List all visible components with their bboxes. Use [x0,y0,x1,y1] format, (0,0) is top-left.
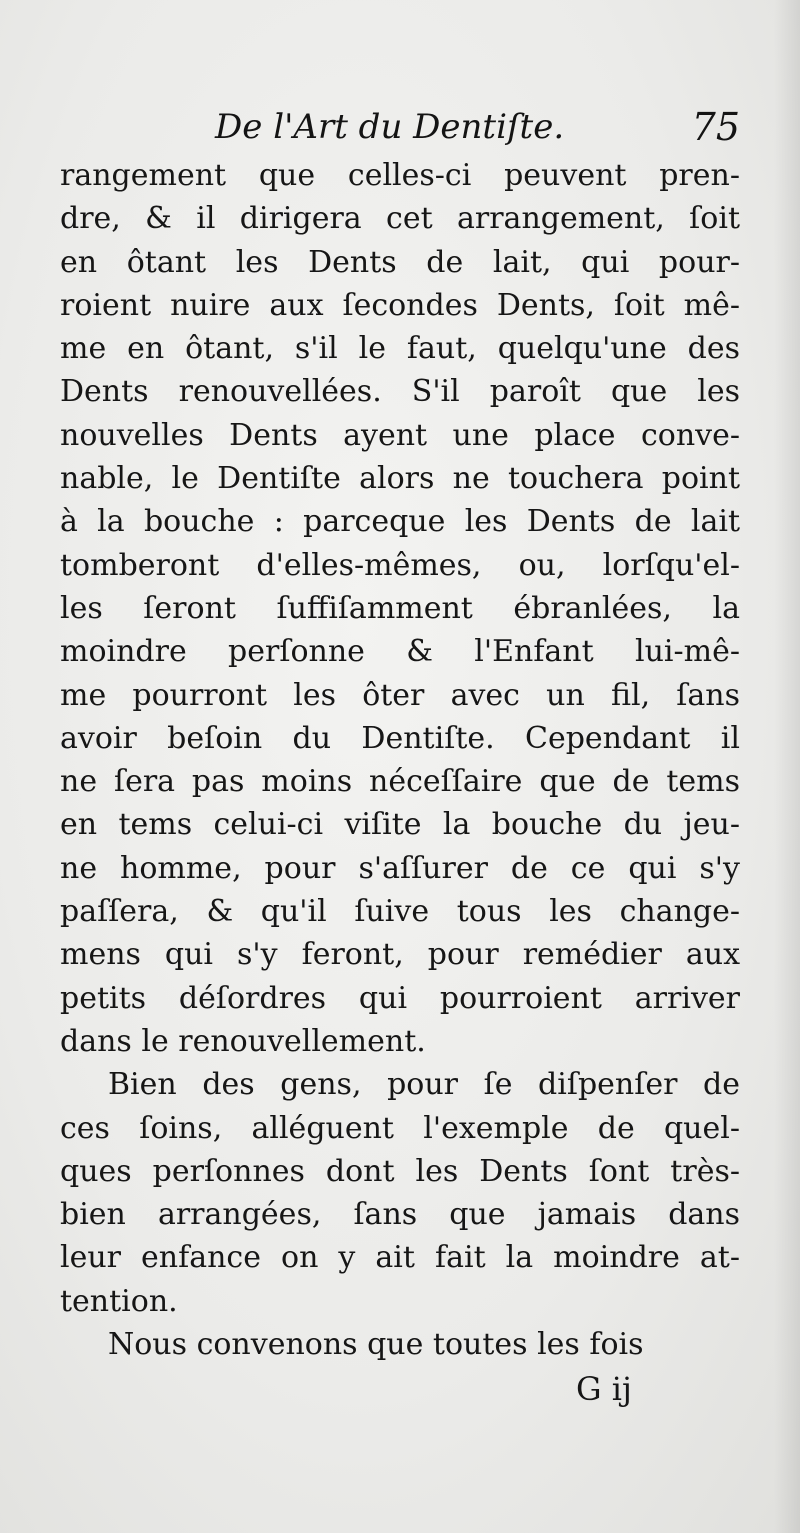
text-line: en ôtant les Dents de lait, qui pour- [60,244,740,280]
text-line: à la bouche : parceque les Dents de lait [60,504,740,540]
text-line: bien arrangées, ſans que jamais dans [60,1197,740,1233]
text-line: les ſeront ſuffiſamment ébranlées, la [60,590,740,626]
text-line: tention. [60,1283,178,1319]
page-number: 75 [691,105,740,149]
page-header [60,100,740,154]
text-line: dans le renouvellement. [60,1023,426,1059]
body-text [60,154,740,1366]
paragraph [60,1063,740,1323]
text-line: Nous convenons que toutes les fois [108,1327,644,1363]
running-title: De l'Art du Dentiſte. [215,107,565,147]
text-line: moindre perſonne & l'Enfant lui-mê- [60,634,740,670]
text-line: ne ſera pas moins néceſſaire que de tems [60,764,740,800]
text-line: leur enfance on y ait fait la moindre at- [60,1240,740,1276]
paragraph [60,154,740,1063]
text-line: avoir beſoin du Dentiſte. Cependant il [60,720,740,756]
page-edge-shadow [774,0,800,1533]
text-line: ne homme, pour s'aſſurer de ce qui s'y [60,850,740,886]
text-line: en tems celui-ci viſite la bouche du jeu- [60,807,740,843]
text-line: paſſera, & qu'il ſuive tous les change- [60,894,740,930]
text-line: dre, & il dirigera cet arrangement, ſoit [60,201,740,237]
text-line: petits déſordres qui pourroient arriver [60,980,740,1016]
signature-mark: G ij [576,1370,632,1408]
text-line: nable, le Dentiſte alors ne touchera point [60,461,740,497]
paragraph [60,1323,740,1366]
text-line: roient nuire aux ſecondes Dents, ſoit mê- [60,287,740,323]
text-line: ces ſoins, alléguent l'exemple de quel- [60,1110,740,1146]
text-line: Dents renouvellées. S'il paroît que les [60,374,740,410]
text-line: nouvelles Dents ayent une place conve- [60,417,740,453]
text-line: me pourront les ôter avec un fil, ſans [60,677,740,713]
text-line: tomberont d'elles-mêmes, ou, lorſqu'el- [60,547,740,583]
text-line: ques perſonnes dont les Dents ſont très- [60,1153,740,1189]
text-line: me en ôtant, s'il le faut, quelqu'une des [60,331,740,367]
text-line: Bien des gens, pour ſe diſpenſer de [108,1067,740,1103]
text-line: rangement que celles-ci peuvent pren- [60,158,740,193]
text-line: mens qui s'y feront, pour remédier aux [60,937,740,973]
